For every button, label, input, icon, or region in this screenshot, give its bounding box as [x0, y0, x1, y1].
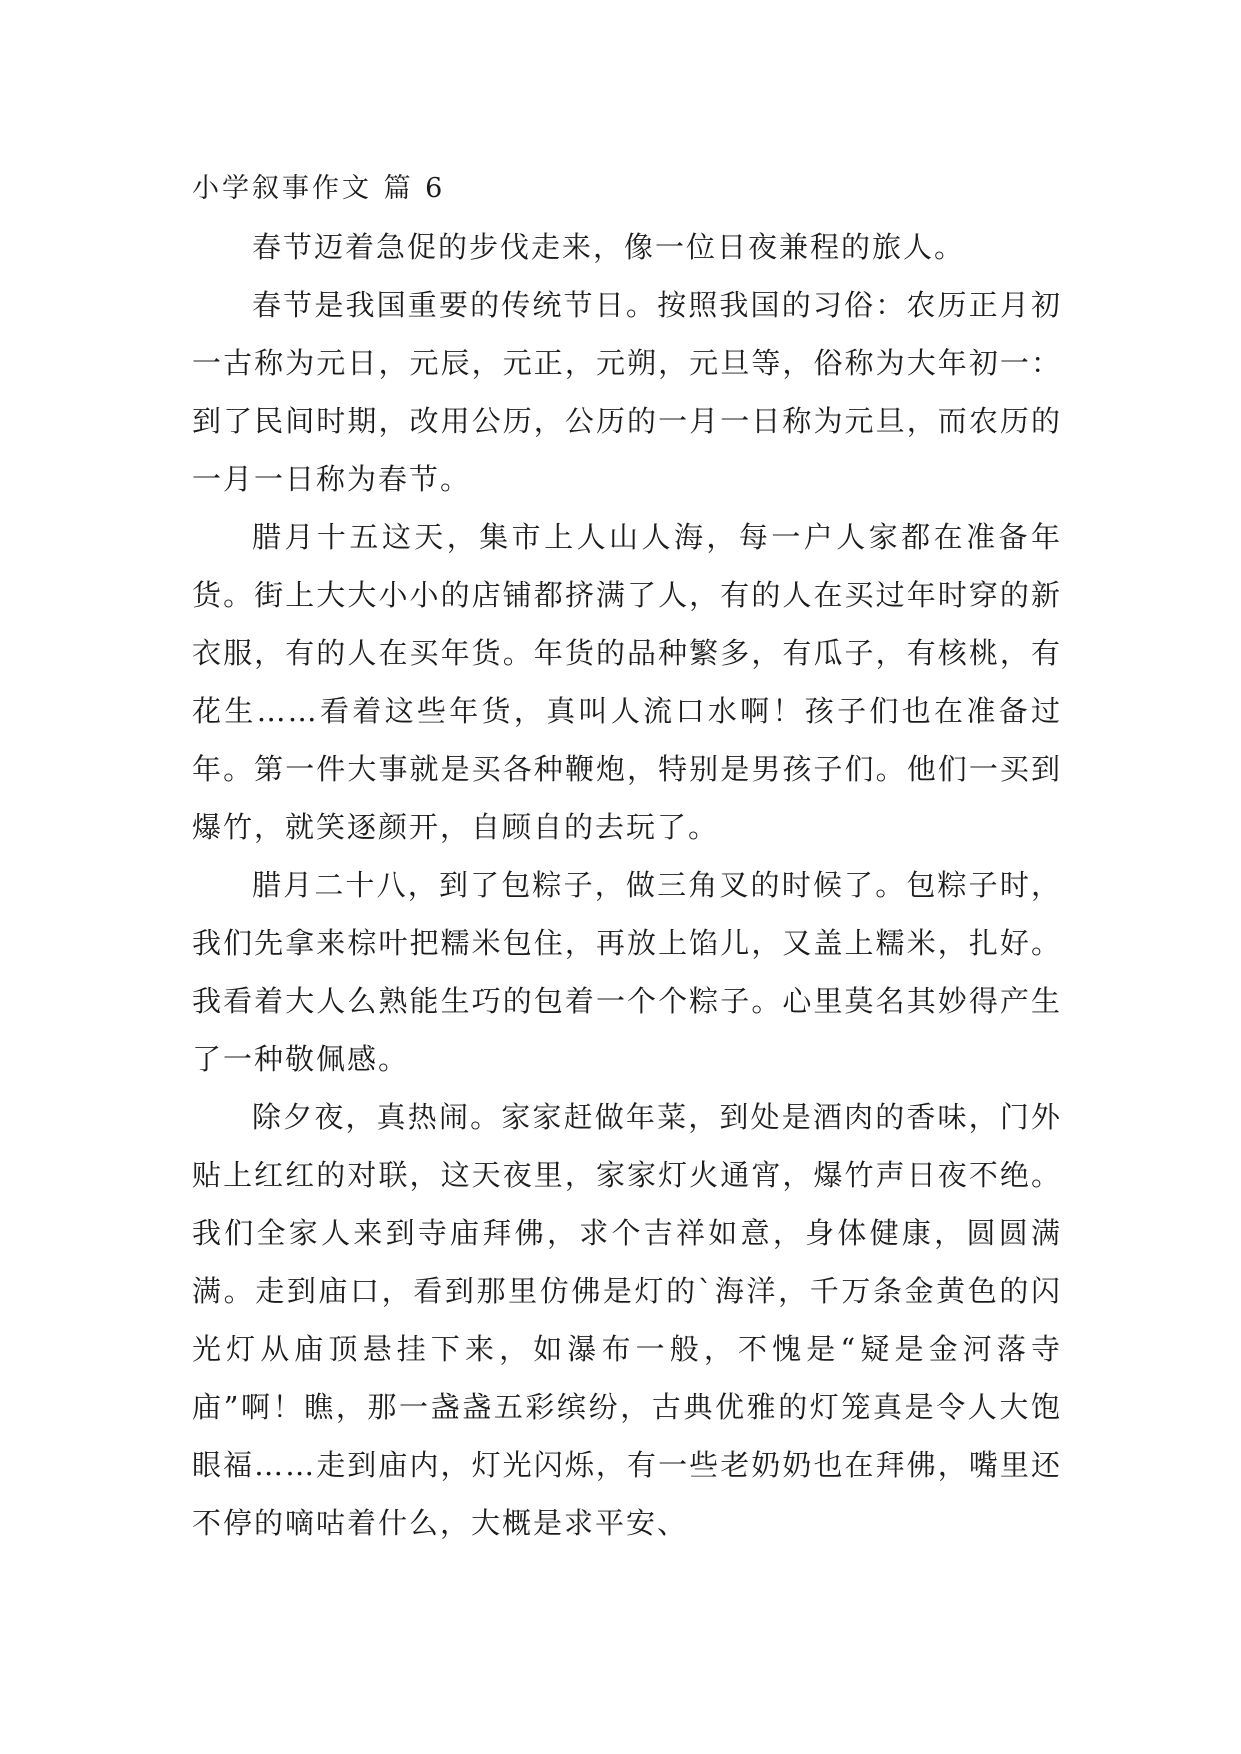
- paragraph-4: 腊月二十八，到了包粽子，做三角叉的时候了。包粽子时，我们先拿来棕叶把糯米包住，再放上馅儿，又盖上糯米，扎好。我看着大人么熟能生巧的包着一个个粽子。心里莫名其妙得产生了一种敬佩感。: [192, 868, 1062, 1076]
- essay-title: 小学叙事作文 篇 6: [192, 173, 446, 204]
- paragraph-2: 春节是我国重要的传统节日。按照我国的习俗：农历正月初一古称为元日，元辰，元正，元朔，元旦等，俗称为大年初一：到了民间时期，改用公历，公历的一月一日称为元旦，而农历的一月一日称为春节。: [192, 288, 1062, 496]
- paragraph-5: 除夕夜，真热闹。家家赶做年菜，到处是酒肉的香味，门外贴上红红的对联，这天夜里，家家灯火通宵，爆竹声日夜不绝。我们全家人来到寺庙拜佛，求个吉祥如意，身体健康，圆圆满满。走到庙口，看到那里仿佛是灯的`海洋，千万条金黄色的闪光灯从庙顶悬挂下来，如瀑布一般，不愧是“疑是金河落寺庙”啊！瞧，那一盏盏五彩缤纷，古典优雅的灯笼真是令人大饱眼福……走到庙内，灯光闪烁，有一些老奶奶也在拜佛，嘴里还不停的嘀咕着什么，大概是求平安、: [192, 1100, 1062, 1540]
- paragraph-3: 腊月十五这天，集市上人山人海，每一户人家都在准备年货。街上大大小小的店铺都挤满了人，有的人在买过年时穿的新衣服，有的人在买年货。年货的品种繁多，有瓜子，有核桃，有花生……看着这些年货，真叫人流口水啊！孩子们也在准备过年。第一件大事就是买各种鞭炮，特别是男孩子们。他们一买到爆竹，就笑逐颜开，自顾自的去玩了。: [192, 520, 1062, 844]
- document-body: [192, 160, 1062, 1552]
- paragraph-1: 春节迈着急促的步伐走来，像一位日夜兼程的旅人。: [252, 230, 966, 264]
